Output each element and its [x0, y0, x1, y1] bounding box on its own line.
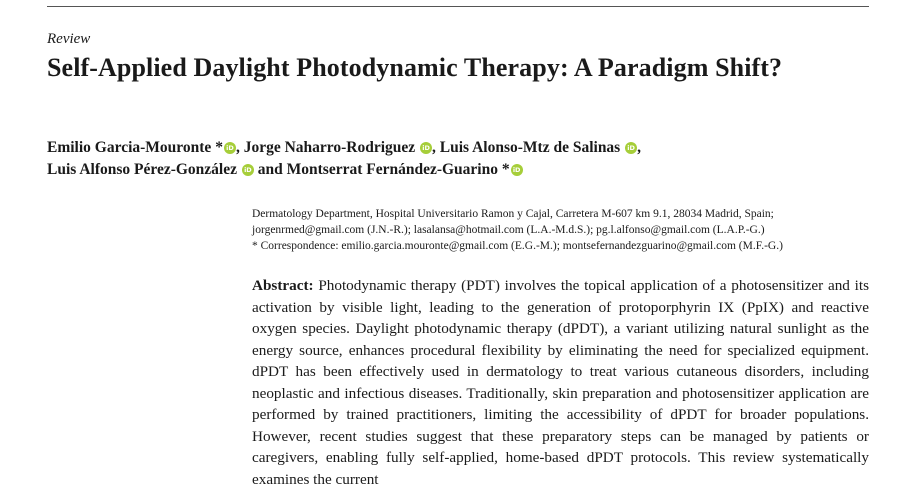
- orcid-icon[interactable]: iD: [242, 164, 254, 176]
- author-marker: *: [498, 161, 510, 178]
- author-entry: [47, 139, 244, 156]
- orcid-icon[interactable]: iD: [420, 142, 432, 154]
- affiliation-line: Dermatology Department, Hospital Universitario Ramon y Cajal, Carretera M-607 km 9.1, 28034 Madrid, Spain;: [252, 208, 774, 220]
- author-name[interactable]: Emilio Garcia-Mouronte: [47, 139, 212, 156]
- author-entry: [244, 139, 440, 156]
- abstract-text: Photodynamic therapy (PDT) involves the topical application of a photosensitizer and its activation by visible light, leading to the generation of protoporphyrin IX (PpIX) and reactive oxygen species. Daylight photodynamic therapy (dPDT), a variant utilizing natural sunlight as the energy source, enhances procedural flexibility by eliminating the need for specialized equipment. dPDT has been effectively used in dermatology to treat various cutaneous disorders, including neoplastic and infectious diseases. Traditionally, skin preparation and photosensitizer application are performed by trained practitioners, limiting the accessibility of dPDT for broader populations. However, recent studies suggest that these preparatory steps can be managed by patients or caregivers, enabling fully self-applied, home-based dPDT protocols. This review systematically examines the current: [252, 277, 869, 488]
- affiliations: [252, 206, 877, 254]
- article-title: Self-Applied Daylight Photodynamic Therapy: A Paradigm Shift?: [47, 53, 783, 82]
- author-name[interactable]: Luis Alfonso Pérez-González: [47, 161, 237, 178]
- author-separator: ,: [637, 139, 641, 156]
- author-separator: ,: [432, 139, 440, 156]
- orcid-icon[interactable]: iD: [625, 142, 637, 154]
- author-list: [47, 137, 847, 181]
- author-name[interactable]: Montserrat Fernández-Guarino: [286, 161, 498, 178]
- abstract-paragraph: [252, 275, 869, 490]
- author-separator: ,: [235, 139, 244, 156]
- header-rule: [47, 6, 869, 7]
- author-marker: [237, 161, 241, 178]
- orcid-icon[interactable]: iD: [224, 142, 236, 154]
- author-name[interactable]: Jorge Naharro-Rodriguez: [243, 139, 416, 156]
- author-name[interactable]: Luis Alonso-Mtz de Salinas: [439, 139, 621, 156]
- author-entry: [287, 161, 523, 178]
- affiliation-emails: jorgenrmed@gmail.com (J.N.-R.); lasalansa@hotmail.com (L.A.-M.d.S.); pg.l.alfonso@gmail.com (L.A.P.-G.): [252, 224, 765, 236]
- author-marker: *: [211, 139, 223, 156]
- abstract-label: Abstract:: [252, 277, 314, 294]
- author-entry: [440, 139, 641, 156]
- correspondence-line: * Correspondence: emilio.garcia.mouronte@gmail.com (E.G.-M.); montsefernandezguarino@gmail.com (M.F.-G.): [252, 240, 783, 252]
- author-separator: and: [253, 161, 287, 178]
- orcid-icon[interactable]: iD: [511, 164, 523, 176]
- article-type-label: Review: [47, 31, 91, 47]
- author-marker: [620, 139, 624, 156]
- author-entry: [47, 161, 287, 178]
- author-marker: [415, 139, 419, 156]
